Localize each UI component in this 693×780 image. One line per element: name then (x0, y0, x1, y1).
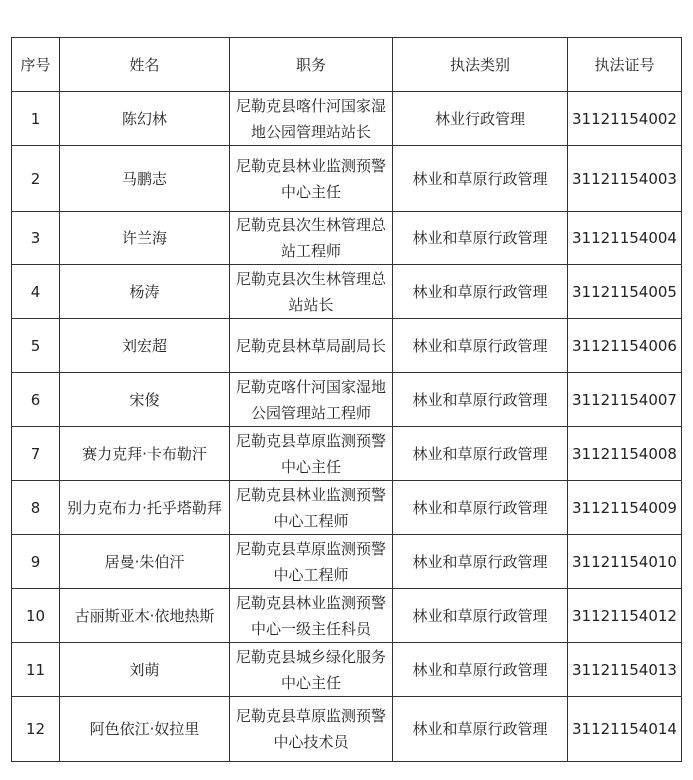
row-number: 8 (12, 481, 60, 535)
person-name: 刘萌 (60, 643, 230, 697)
position-title: 尼勒克县林业监测预警中心主任 (230, 146, 393, 212)
enforcement-category: 林业行政管理 (393, 92, 568, 146)
person-name: 古丽斯亚木·依地热斯 (60, 589, 230, 643)
table-body (12, 92, 682, 762)
header-name: 姓名 (60, 38, 230, 92)
certificate-number: 31121154002 (568, 92, 682, 146)
person-name: 宋俊 (60, 373, 230, 427)
person-name: 马鹏志 (60, 146, 230, 212)
row-number: 2 (12, 146, 60, 212)
position-title: 尼勒克县林业监测预警中心工程师 (230, 481, 393, 535)
table-header (12, 38, 682, 92)
row-number: 7 (12, 427, 60, 481)
row-number: 10 (12, 589, 60, 643)
person-name: 居曼·朱伯汗 (60, 535, 230, 589)
enforcement-category: 林业和草原行政管理 (393, 319, 568, 373)
enforcement-category: 林业和草原行政管理 (393, 212, 568, 265)
person-name: 刘宏超 (60, 319, 230, 373)
table-row (12, 427, 682, 481)
row-number: 1 (12, 92, 60, 146)
person-name: 许兰海 (60, 212, 230, 265)
certificate-number: 31121154008 (568, 427, 682, 481)
certificate-number: 31121154006 (568, 319, 682, 373)
row-number: 3 (12, 212, 60, 265)
table-row (12, 319, 682, 373)
position-title: 尼勒克县城乡绿化服务中心主任 (230, 643, 393, 697)
table-row (12, 265, 682, 319)
row-number: 5 (12, 319, 60, 373)
header-category: 执法类别 (393, 38, 568, 92)
position-title: 尼勒克县喀什河国家湿地公园管理站站长 (230, 92, 393, 146)
position-title: 尼勒克县草原监测预警中心技术员 (230, 697, 393, 762)
enforcement-category: 林业和草原行政管理 (393, 373, 568, 427)
certificate-number: 31121154007 (568, 373, 682, 427)
header-no: 序号 (12, 38, 60, 92)
certificate-number: 31121154013 (568, 643, 682, 697)
table-row (12, 589, 682, 643)
certificate-number: 31121154010 (568, 535, 682, 589)
enforcement-category: 林业和草原行政管理 (393, 146, 568, 212)
position-title: 尼勒克县草原监测预警中心工程师 (230, 535, 393, 589)
row-number: 9 (12, 535, 60, 589)
enforcement-category: 林业和草原行政管理 (393, 265, 568, 319)
table-row (12, 92, 682, 146)
certificate-number: 31121154009 (568, 481, 682, 535)
position-title: 尼勒克县次生林管理总站工程师 (230, 212, 393, 265)
table-row (12, 535, 682, 589)
personnel-table (11, 37, 682, 762)
person-name: 赛力克拜·卡布勒汗 (60, 427, 230, 481)
table-row (12, 212, 682, 265)
certificate-number: 31121154005 (568, 265, 682, 319)
row-number: 12 (12, 697, 60, 762)
person-name: 别力克布力·托乎塔勒拜 (60, 481, 230, 535)
person-name: 杨涛 (60, 265, 230, 319)
certificate-number: 31121154003 (568, 146, 682, 212)
position-title: 尼勒克县林草局副局长 (230, 319, 393, 373)
certificate-number: 31121154014 (568, 697, 682, 762)
certificate-number: 31121154004 (568, 212, 682, 265)
table-row (12, 643, 682, 697)
enforcement-category: 林业和草原行政管理 (393, 643, 568, 697)
enforcement-category: 林业和草原行政管理 (393, 697, 568, 762)
certificate-number: 31121154012 (568, 589, 682, 643)
position-title: 尼勒克喀什河国家湿地公园管理站工程师 (230, 373, 393, 427)
enforcement-category: 林业和草原行政管理 (393, 481, 568, 535)
row-number: 6 (12, 373, 60, 427)
table-row (12, 146, 682, 212)
header-cert: 执法证号 (568, 38, 682, 92)
position-title: 尼勒克县草原监测预警中心主任 (230, 427, 393, 481)
table-row (12, 481, 682, 535)
enforcement-category: 林业和草原行政管理 (393, 535, 568, 589)
person-name: 阿色依江·奴拉里 (60, 697, 230, 762)
table-row (12, 697, 682, 762)
position-title: 尼勒克县次生林管理总站站长 (230, 265, 393, 319)
header-position: 职务 (230, 38, 393, 92)
table-row (12, 373, 682, 427)
row-number: 11 (12, 643, 60, 697)
position-title: 尼勒克县林业监测预警中心一级主任科员 (230, 589, 393, 643)
person-name: 陈幻林 (60, 92, 230, 146)
enforcement-category: 林业和草原行政管理 (393, 589, 568, 643)
enforcement-category: 林业和草原行政管理 (393, 427, 568, 481)
header-row (12, 38, 682, 92)
row-number: 4 (12, 265, 60, 319)
